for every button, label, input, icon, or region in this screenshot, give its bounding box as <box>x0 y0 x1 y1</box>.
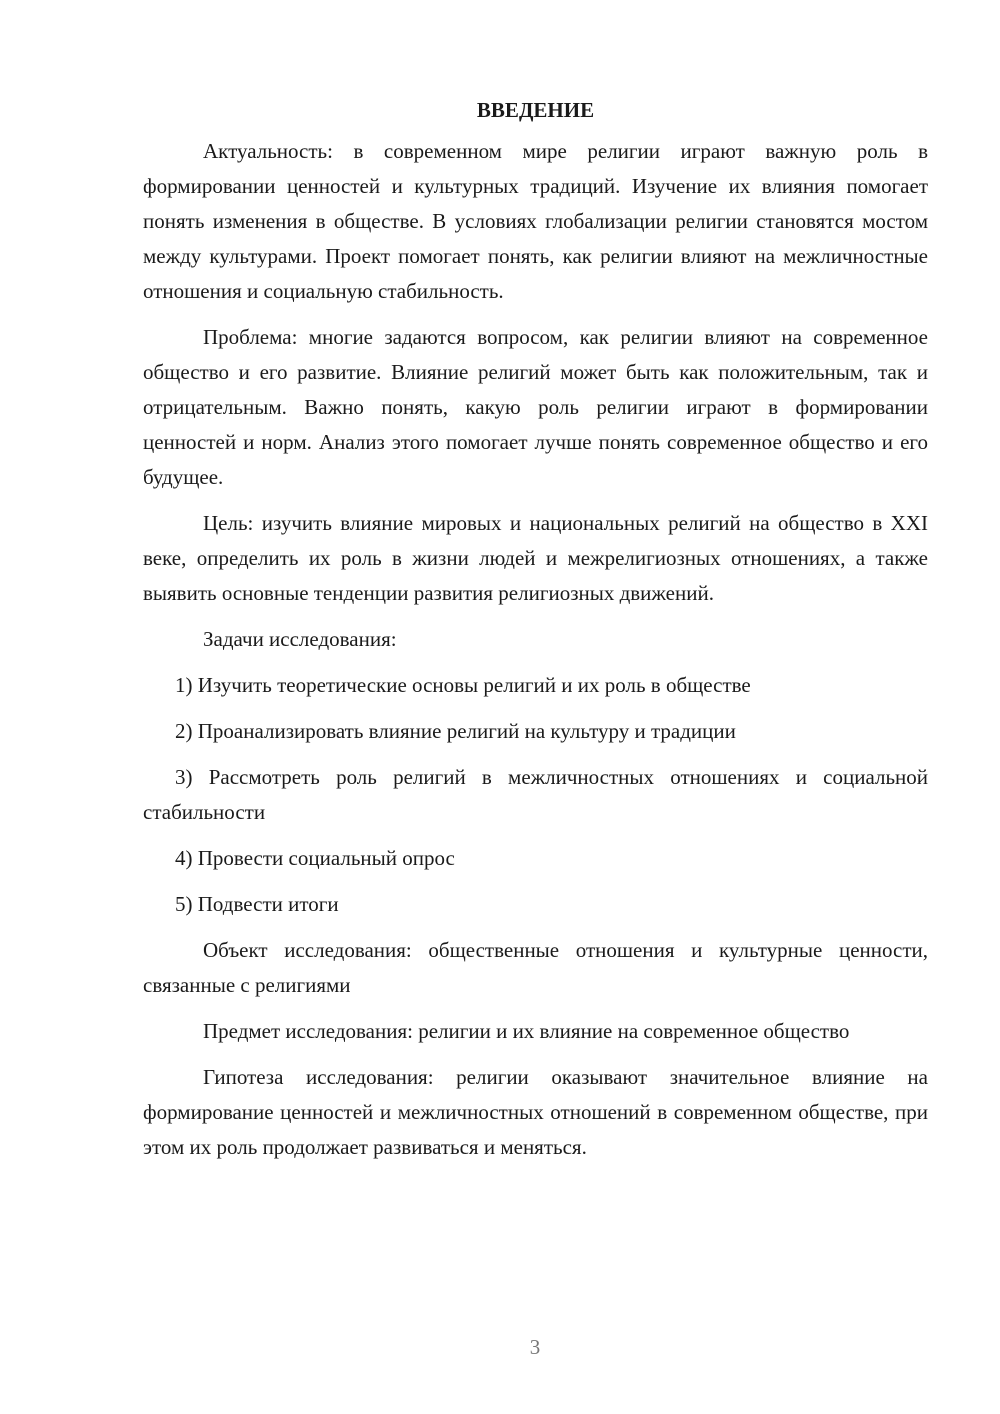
page-number: 3 <box>529 1335 541 1359</box>
tasks-list <box>143 668 928 922</box>
paragraph-subject: Предмет исследования: религии и их влияние на современное общество <box>203 1019 850 1043</box>
paragraph-hypothesis: Гипотеза исследования: религии оказывают значительное влияние на формирование ценностей и межличностных отношений в современном обществе, при этом их роль продолжает развиваться и меняться. <box>143 1065 928 1159</box>
task-item: 4) Провести социальный опрос <box>175 846 455 870</box>
paragraph-goal: Цель: изучить влияние мировых и национальных религий на общество в XXI веке, определить их роль в жизни людей и межрелигиозных отношениях, а также выявить основные тенденции развития религиозных движений. <box>143 511 928 605</box>
paragraph-relevance: Актуальность: в современном мире религии играют важную роль в формировании ценностей и культурных традиций. Изучение их влияния помогает понять изменения в обществе. В условиях глобализации религии становятся мостом между культурами. Проект помогает понять, как религии влияют на межличностные отношения и социальную стабильность. <box>143 139 928 303</box>
task-item: 2) Проанализировать влияние религий на культуру и традиции <box>175 719 736 743</box>
page-title: ВВЕДЕНИЕ <box>476 98 595 122</box>
paragraph-tasks-heading: Задачи исследования: <box>203 627 397 651</box>
paragraph-object: Объект исследования: общественные отношения и культурные ценности, связанные с религиями <box>143 938 928 997</box>
paragraph-problem: Проблема: многие задаются вопросом, как религии влияют на современное общество и его развитие. Влияние религий может быть как положительным, так и отрицательным. Важно понять, какую роль религии играют в формировании ценностей и норм. Анализ этого помогает лучше понять современное общество и его будущее. <box>143 325 928 489</box>
task-item: 3) Рассмотреть роль религий в межличностных отношениях и социальной стабильности <box>143 765 928 824</box>
task-item: 5) Подвести итоги <box>175 892 339 916</box>
page-content <box>143 93 928 1176</box>
task-item: 1) Изучить теоретические основы религий и их роль в обществе <box>175 673 751 697</box>
